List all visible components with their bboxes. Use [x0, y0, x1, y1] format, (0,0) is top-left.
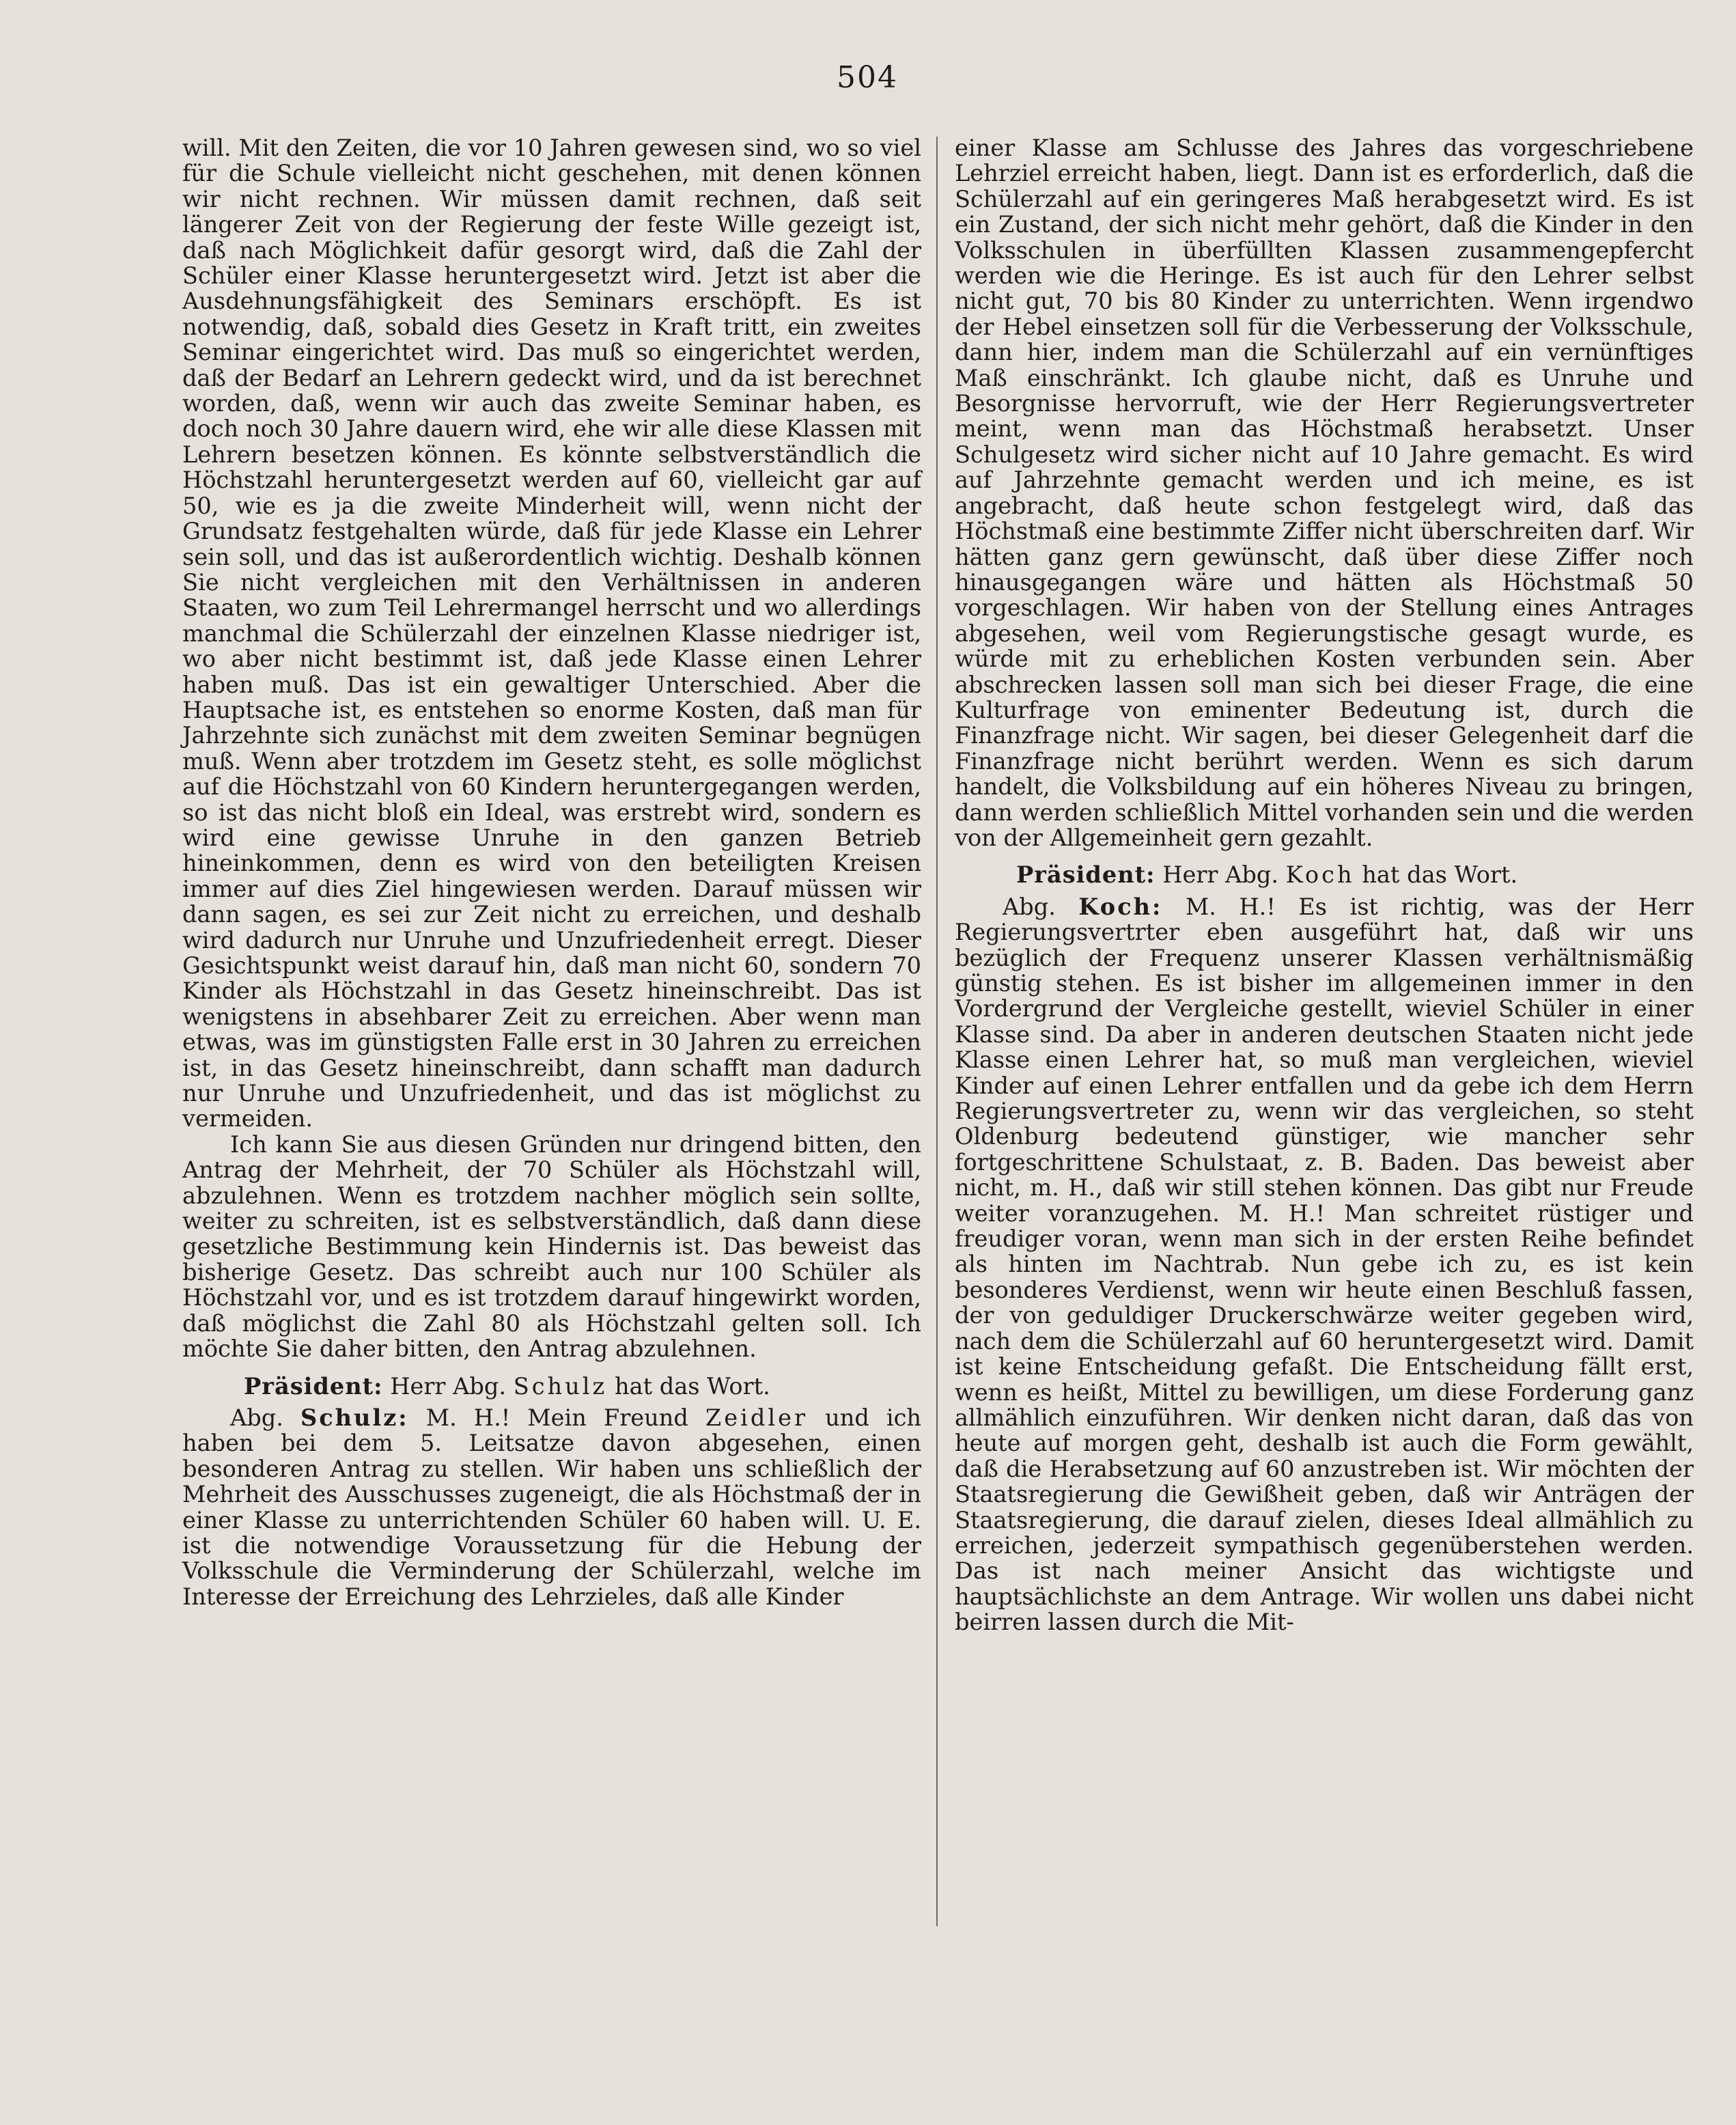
speaker-name: Schulz:	[300, 1403, 409, 1431]
president-announcement	[182, 1374, 921, 1399]
president-speaker-name: Koch	[1285, 861, 1355, 889]
speech-text: und ich haben bei dem 5. Leitsatze davon abgesehen, einen besonderen Antrag zu stellen. Wir haben uns schließlich der Mehrheit des Ausschusses zugeneigt, die als Höchstmaß der in einer Klasse zu unterrichtenden Schüler 60 haben will. U. E. ist die notwendige Voraussetzung für die Hebung der Volksschule die Verminderung der Schülerzahl, welche im Interesse der Erreichung des Lehrzieles, daß alle Kinder	[182, 1404, 921, 1610]
president-text-post: hat das Wort.	[1362, 861, 1518, 889]
president-text-post: hat das Wort.	[614, 1372, 770, 1400]
speaker-name: Koch:	[1078, 892, 1163, 920]
president-speaker-name: Schulz	[513, 1372, 608, 1400]
left-column	[182, 135, 921, 1609]
paragraph: Ich kann Sie aus diesen Gründen nur dringend bitten, den Antrag der Mehrheit, der 70 Schüler als Höchstzahl will, abzulehnen. Wenn es trotzdem nachher möglich sein sollte, weiter zu schreiten, ist es selbstverständlich, daß dann diese gesetzliche Bestimmung kein Hindernis ist. Das beweist das bisherige Gesetz. Das schreibt auch nur 100 Schüler als Höchstzahl vor, und es ist trotzdem darauf hingewirkt worden, daß möglichst die Zahl 80 als Höchstzahl gelten soll. Ich möchte Sie daher bitten, den Antrag abzulehnen.	[182, 1130, 921, 1363]
speaker-prefix: Abg.	[230, 1404, 283, 1431]
speech-text: M. H.! Mein Freund	[425, 1404, 688, 1431]
president-text-pre: Herr Abg.	[1162, 861, 1279, 889]
paragraph: will. Mit den Zeiten, die vor 10 Jahren gewesen sind, wo so viel für die Schule vielleicht nicht geschehen, mit denen können wir nicht rechnen. Wir müssen damit rechnen, daß seit längerer Zeit von der Regierung der feste Wille gezeigt ist, daß nach Möglichkeit dafür gesorgt wird, daß die Zahl der Schüler einer Klasse heruntergesetzt wird. Jetzt ist aber die Ausdehnungsfähigkeit des Seminars erschöpft. Es ist notwendig, daß, sobald dies Gesetz in Kraft tritt, ein zweites Seminar eingerichtet wird. Das muß so eingerichtet werden, daß der Bedarf an Lehrern gedeckt wird, und da ist berechnet worden, daß, wenn wir auch das zweite Seminar haben, es doch noch 30 Jahre dauern wird, ehe wir alle diese Klassen mit Lehrern besetzen können. Es könnte selbstverständlich die Höchstzahl heruntergesetzt werden auf 60, vielleicht gar auf 50, wie es ja die zweite Minderheit will, wenn nicht der Grundsatz festgehalten würde, daß für jede Klasse ein Lehrer sein soll, und das ist außerordentlich wichtig. Deshalb können Sie nicht vergleichen mit den Verhältnissen in anderen Staaten, wo zum Teil Lehrermangel herrscht und wo allerdings manchmal die Schülerzahl der einzelnen Klasse niedriger ist, wo aber nicht bestimmt ist, daß jede Klasse einen Lehrer haben muß. Das ist ein gewaltiger Unterschied. Aber die Hauptsache ist, es entstehen so enorme Kosten, daß man für Jahrzehnte sich zunächst mit dem zweiten Seminar begnügen muß. Wenn aber trotzdem im Gesetz steht, es solle möglichst auf die Höchstzahl von 60 Kindern heruntergegangen werden, so ist das nicht bloß ein Ideal, was erstrebt wird, sondern es wird eine gewisse Unruhe in den ganzen Betrieb hineinkommen, denn es wird von den beteiligten Kreisen immer auf dies Ziel hingewiesen werden. Darauf müssen wir dann sagen, es sei zur Zeit nicht zu erreichen, und deshalb wird dadurch nur Unruhe und Unzufriedenheit erregt. Dieser Gesichtspunkt weist darauf hin, daß man nicht 60, sondern 70 Kinder als Höchstzahl in das Gesetz hineinschreibt. Das ist wenigstens in absehbarer Zeit zu erreichen. Aber wenn man etwas, was im günstigsten Falle erst in 30 Jahren zu erreichen ist, in das Gesetz hineinschreibt, dann schafft man dadurch nur Unruhe und Unzufriedenheit, und das ist möglichst zu vermeiden.	[182, 135, 921, 1133]
speech-paragraph	[955, 894, 1694, 1635]
president-text-pre: Herr Abg.	[390, 1372, 507, 1400]
speech-text: M. H.! Es ist richtig, was der Herr Regierungsvertrter eben ausgeführt hat, daß wir uns bezüglich der Frequenz unserer Klassen verhältnismäßig günstig stehen. Es ist bisher im allgemeinen immer in den Vordergrund der Vergleiche gestellt, wieviel Schüler in einer Klasse sind. Da aber in anderen deutschen Staaten nicht jede Klasse einen Lehrer hat, so muß man vergleichen, wieviel Kinder auf einen Lehrer entfallen und da gebe ich dem Herrn Regierungsvertreter zu, wenn wir das vergleichen, so steht Oldenburg bedeutend günstiger, wie mancher sehr fortgeschrittene Schulstaat, z. B. Baden. Das beweist aber nicht, m. H., daß wir still stehen können. Das gibt nur Freude weiter voranzugehen. M. H.! Man schreitet rüstiger und freudiger voran, wenn man sich in der ersten Reihe befindet als hinten im Nachtrab. Nun gebe ich zu, es ist kein besonderes Verdienst, wenn wir heute einen Beschluß fassen, der von geduldiger Druckerschwärze weiter gegeben wird, nach dem die Schülerzahl auf 60 heruntergesetzt wird. Damit ist keine Entscheidung gefaßt. Die Entscheidung fällt erst, wenn es heißt, Mittel zu bewilligen, um diese Forderung ganz allmählich einzuführen. Wir denken nicht daran, daß das von heute auf morgen geht, deshalb ist auch die Form gewählt, daß die Herabsetzung auf 60 anzustreben ist. Wir möchten der Staatsregierung die Gewißheit geben, daß wir Anträgen der Staatsregierung, die darauf zielen, dieses Ideal allmählich zu erreichen, jederzeit sympathisch gegenüberstehen werden. Das ist nach meiner Ansicht das wichtigste und hauptsächlichste an dem Antrage. Wir wollen uns dabei nicht beirren lassen durch die Mit-	[955, 893, 1694, 1636]
president-label: Präsident:	[1016, 861, 1156, 889]
paragraph: einer Klasse am Schlusse des Jahres das vorgeschriebene Lehrziel erreicht haben, liegt. Dann ist es erforderlich, daß die Schülerzahl auf ein geringeres Maß herabgesetzt wird. Es ist ein Zustand, der sich nicht mehr gehört, daß die Kinder in den Volksschulen in überfüllten Klassen zusammengepfercht werden wie die Heringe. Es ist auch für den Lehrer selbst nicht gut, 70 bis 80 Kinder zu unterrichten. Wenn irgendwo der Hebel einsetzen soll für die Verbesserung der Volksschule, dann hier, indem man die Schülerzahl auf ein vernünftiges Maß einschränkt. Ich glaube nicht, daß es Unruhe und Besorgnisse hervorruft, wie der Herr Regierungsvertreter meint, wenn man das Höchstmaß herabsetzt. Unser Schulgesetz wird sicher nicht auf 10 Jahre gemacht. Es wird auf Jahrzehnte gemacht werden und ich meine, es ist angebracht, daß heute schon festgelegt wird, daß das Höchstmaß eine bestimmte Ziffer nicht überschreiten darf. Wir hätten ganz gern gewünscht, daß über diese Ziffer noch hinausgegangen wäre und hätten als Höchstmaß 50 vorgeschlagen. Wir haben von der Stellung eines Antrages abgesehen, weil vom Regierungstische gesagt wurde, es würde mit zu erheblichen Kosten verbunden sein. Aber abschrecken lassen soll man sich bei dieser Frage, die eine Kulturfrage von eminenter Bedeutung ist, durch die Finanzfrage nicht. Wir sagen, bei dieser Gelegenheit darf die Finanzfrage nicht berührt werden. Wenn es sich darum handelt, die Volksbildung auf ein höheres Niveau zu bringen, dann werden schließlich Mittel vorhanden sein und die werden von der Allgemeinheit gern gezahlt.	[955, 135, 1694, 851]
president-label: Präsident:	[244, 1372, 383, 1400]
page-number: 504	[837, 60, 898, 95]
column-divider	[936, 137, 938, 1926]
speech-paragraph	[182, 1405, 921, 1609]
speaker-prefix: Abg.	[1003, 893, 1056, 920]
friend-name: Zeidler	[705, 1404, 809, 1431]
right-column	[955, 135, 1694, 1635]
president-announcement	[955, 862, 1694, 887]
